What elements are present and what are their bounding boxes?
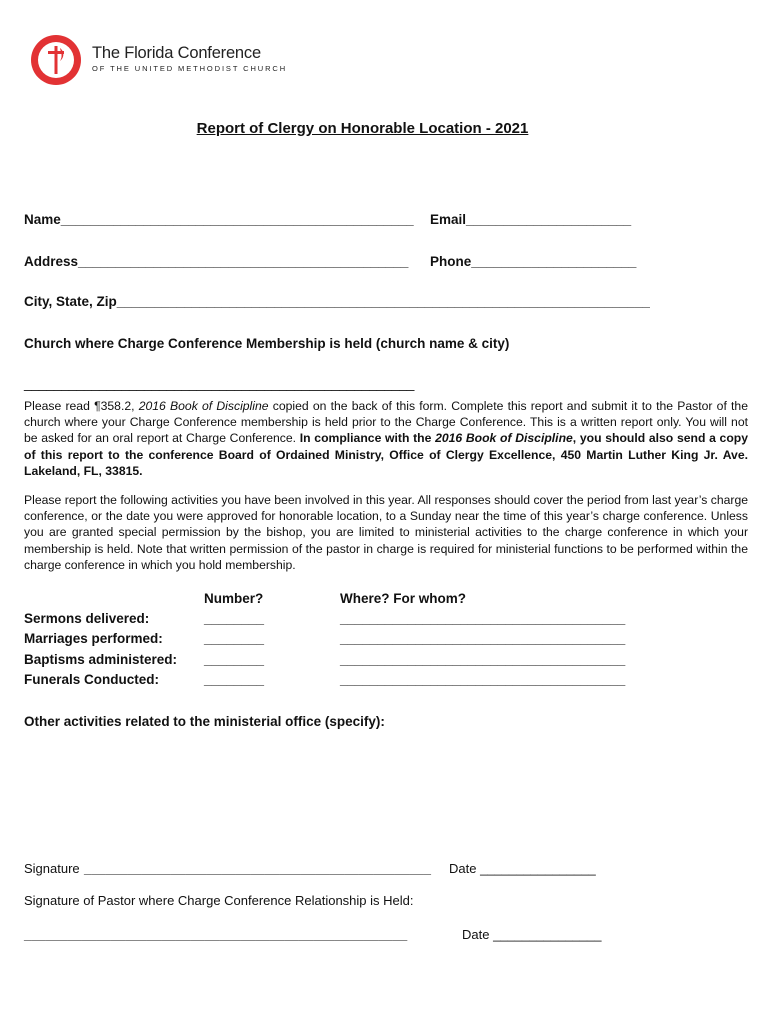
compliance-text-2: , you should also send a copy of this report to the conference Board of Ordained Ministry, Office of Clergy Excellence, 450 Martin Luther King Jr. Ave. Lakeland, FL, 33815. [24,431,748,478]
activity-label: Funerals Conducted: [24,672,160,687]
address-field[interactable]: Address____________________________________________ [24,254,409,269]
instructions-paragraph [24,398,748,479]
activity-where-field[interactable]: ______________________________________ [340,652,626,667]
church-label: Church where Charge Conference Membership is held (church name & city) [24,336,510,351]
discipline-ref-2: 2016 Book of Discipline [435,431,573,446]
signature-date-field[interactable]: Date ________________ [449,861,596,876]
other-activities-label: Other activities related to the ministerial office (specify): [24,714,385,729]
instructions-text-2: copied on the back of this form. Complete this report and submit it to the Pastor of the church where your Charge Conference membership is held prior to the Charge Conference. This is a written report only. You will not be asked for an oral report at Charge Conference. [24,399,748,446]
conference-logo-icon [30,34,82,86]
activity-number-field[interactable]: ________ [204,631,265,646]
col-where-header: Where? For whom? [340,591,466,606]
activity-where-field[interactable]: ______________________________________ [340,672,626,687]
col-number-header: Number? [204,591,264,606]
church-field[interactable]: ____________________________________________________ [24,376,415,391]
activity-where-field[interactable]: ______________________________________ [340,631,626,646]
activity-label: Marriages performed: [24,631,163,646]
activity-number-field[interactable]: ________ [204,652,265,667]
org-name: The Florida Conference [92,44,261,62]
org-subtitle: OF THE UNITED METHODIST CHURCH [92,64,288,73]
city-state-zip-field[interactable]: City, State, Zip_______________________________________________________________________ [24,294,650,309]
instructions-text-1: Please read ¶358.2, [24,399,139,413]
compliance-text-1: In compliance with the [299,431,436,446]
signature-field[interactable]: ________________________________________________ [84,861,432,876]
activity-label: Baptisms administered: [24,652,178,667]
activity-number-field[interactable]: ________ [204,611,265,626]
signature-label: Signature [24,861,80,876]
pastor-date-field[interactable]: Date _______________ [462,927,602,942]
discipline-ref-1: 2016 Book of Discipline [138,399,269,413]
activities-paragraph: Please report the following activities you have been involved in this year. All responses should cover the period from last year’s charge conference, or the date you were approved for honorable location, to a Sunday near the time of this year’s charge conference. Unless you are granted special permission by the bishop, you are limited to ministerial activities to the charge conference in which your membership is held. Note that written permission of the pastor in charge is required for ministerial functions to be performed within the charge conference in which you hold membership. [24,493,748,572]
pastor-signature-field[interactable]: _____________________________________________________ [24,927,408,942]
pastor-signature-label: Signature of Pastor where Charge Conference Relationship is Held: [24,893,414,908]
phone-field[interactable]: Phone______________________ [430,254,637,269]
activity-number-field[interactable]: ________ [204,672,265,687]
page-title: Report of Clergy on Honorable Location - 2021 [196,120,529,137]
email-field[interactable]: Email______________________ [430,212,632,227]
name-field[interactable]: Name_______________________________________________ [24,212,414,227]
activity-where-field[interactable]: ______________________________________ [340,611,626,626]
activity-label: Sermons delivered: [24,611,150,626]
